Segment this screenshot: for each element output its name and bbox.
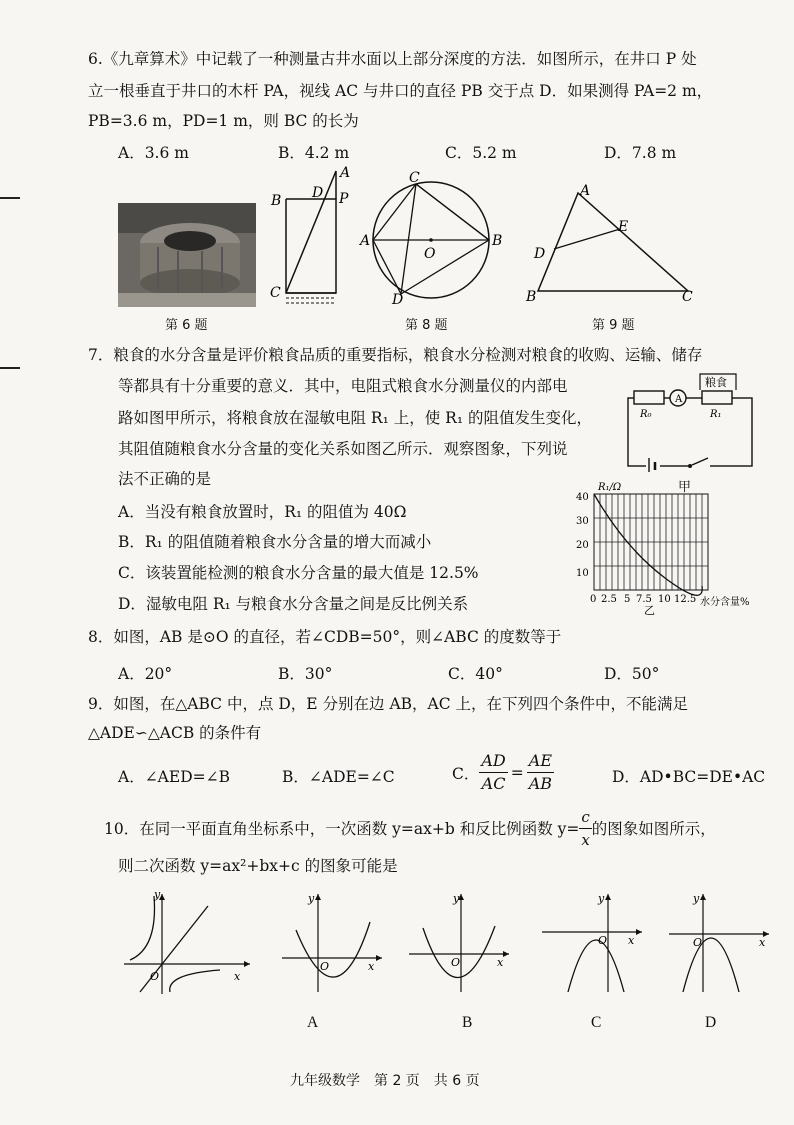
graph-xtick-7-5: 7.5: [636, 594, 652, 605]
q10-given-y: y: [154, 888, 161, 901]
q10-fraction: [579, 806, 591, 851]
resistance-graph: [570, 478, 770, 618]
q9-option-c-den-1: AC: [481, 774, 506, 793]
q9-option-d: D．AD•BC=DE•AC: [612, 768, 766, 786]
graph-xtick-10: 10: [658, 594, 671, 605]
q10-given-origin: O: [150, 970, 160, 983]
q10-b-origin: O: [451, 956, 461, 969]
q7-line-4: 其阻值随粮食水分含量的变化关系如图乙所示．观察图象，下列说: [118, 440, 568, 458]
q7-option-a: A．当没有粮食放置时，R₁ 的阻值为 40Ω: [118, 503, 407, 521]
graph-xtick-2-5: 2.5: [601, 594, 617, 605]
q9-line-1: 9．如图，在△ABC 中，点 D，E 分别在边 AB，AC 上，在下列四个条件中，不能满足: [88, 695, 689, 713]
q6-line-3: PB=3.6 m，PD=1 m，则 BC 的长为: [88, 112, 359, 130]
fig6-diagram: [268, 163, 358, 313]
q10-line-2: 则二次函数 y=ax²+bx+c 的图象可能是: [118, 857, 398, 875]
q10-given-x: x: [234, 970, 241, 983]
fig8-diagram: [356, 168, 506, 308]
q10-a-origin: O: [320, 960, 330, 973]
q8-option-c: C．40°: [448, 665, 503, 683]
q10-d-y: y: [693, 892, 700, 905]
q10-a-x: x: [368, 960, 375, 973]
graph-ytick-10: 10: [576, 568, 589, 579]
page-footer: 九年级数学 第 2 页 共 6 页: [290, 1073, 480, 1089]
fig6-label-d: D: [312, 185, 324, 201]
fig9-label-c: C: [682, 289, 693, 305]
q10-option-d-graph: [665, 888, 775, 998]
q10-line-1: [104, 806, 716, 851]
margin-mark-1: [0, 197, 20, 199]
q6-option-d: D．7.8 m: [604, 144, 677, 162]
fig6-label-a: A: [340, 165, 351, 181]
q6-option-a: A．3.6 m: [118, 144, 189, 162]
q8-text: 8．如图，AB 是⊙O 的直径，若∠CDB=50°，则∠ABC 的度数等于: [88, 628, 562, 646]
q9-option-a: A．∠AED=∠B: [118, 768, 230, 786]
q10-line-1-part-a: 10．在同一平面直角坐标系中，一次函数 y=ax+b 和反比例函数 y=: [104, 819, 580, 838]
q8-option-d: D．50°: [604, 665, 660, 683]
q9-option-c-den-2: AB: [528, 774, 553, 793]
q9-line-2: △ADE∽△ACB 的条件有: [88, 724, 262, 742]
q10-fraction-den: x: [581, 831, 590, 849]
circuit-name: 甲: [678, 480, 692, 495]
graph-xtick-5: 5: [624, 594, 631, 605]
q10-option-d-label: D: [705, 1014, 717, 1031]
fig6-caption: 第 6 题: [165, 318, 208, 333]
q6-line-2: 立一根垂直于井口的木杆 PA，视线 AC 与井口的直径 PB 交于点 D．如果测得 PA=2 m，: [88, 82, 713, 100]
graph-ytick-20: 20: [576, 540, 589, 551]
q7-line-3: 路如图甲所示，将粮食放在湿敏电阻 R₁ 上，使 R₁ 的阻值发生变化，: [118, 409, 592, 427]
q7-option-d: D．湿敏电阻 R₁ 与粮食水分含量之间是反比例关系: [118, 595, 469, 613]
fig8-label-o: O: [424, 246, 436, 262]
fig8-label-a: A: [360, 233, 371, 249]
fig8-caption: 第 8 题: [405, 318, 448, 333]
graph-ytick-30: 30: [576, 516, 589, 527]
q9-option-c-num-1: AD: [479, 750, 507, 773]
q9-option-c-fraction-1: [479, 750, 507, 795]
q10-option-c-label: C: [591, 1014, 602, 1031]
fig6-label-p: P: [339, 191, 349, 207]
fig9-diagram: [520, 183, 700, 308]
q7-option-b: B．R₁ 的阻值随着粮食水分含量的增大而减小: [118, 533, 432, 551]
q10-c-x: x: [628, 934, 635, 947]
fig9-label-b: B: [526, 289, 537, 305]
q10-b-x: x: [497, 956, 504, 969]
fig8-label-b: B: [492, 233, 503, 249]
graph-xtick-0: 0: [590, 594, 597, 605]
q10-option-a-label: A: [307, 1014, 319, 1031]
q7-line-1: 7．粮食的水分含量是评价粮食品质的重要指标，粮食水分检测对粮食的收购、运输、储存: [88, 346, 703, 364]
q10-option-b-label: B: [462, 1014, 473, 1031]
q10-option-c-graph: [538, 888, 648, 998]
q6-option-c: C．5.2 m: [445, 144, 517, 162]
graph-ytick-40: 40: [576, 492, 589, 503]
grain-label: 粮食: [705, 376, 727, 389]
q6-line-1: 6.《九章算术》中记载了一种测量古井水面以上部分深度的方法．如图所示，在井口 P 处: [88, 50, 697, 68]
graph-xtick-12-5: 12.5: [674, 594, 697, 605]
fig9-caption: 第 9 题: [592, 318, 635, 333]
q10-c-origin: O: [598, 934, 608, 947]
q6-option-b: B．4.2 m: [278, 144, 350, 162]
well-photo: [118, 203, 256, 307]
graph-name: 乙: [644, 604, 655, 617]
q10-d-origin: O: [693, 936, 703, 949]
fig8-label-c: C: [409, 170, 420, 186]
q9-option-c-fraction-2: [527, 750, 554, 795]
q10-b-y: y: [453, 892, 460, 905]
q7-option-c: C．该装置能检测的粮食水分含量的最大值是 12.5%: [118, 564, 479, 582]
fig9-label-d: D: [534, 246, 546, 262]
q10-given-graph: [120, 888, 255, 998]
q8-option-a: A．20°: [118, 665, 173, 683]
q10-option-a-graph: [278, 888, 388, 998]
fig6-label-b: B: [271, 193, 282, 209]
q7-line-5: 法不正确的是: [118, 470, 212, 488]
q10-c-y: y: [598, 892, 605, 905]
q10-option-b-graph: [405, 888, 515, 998]
q8-option-b: B．30°: [278, 665, 333, 683]
q10-a-y: y: [308, 892, 315, 905]
graph-ylabel: R₁/Ω: [598, 482, 622, 493]
circuit-diagram: [620, 372, 760, 472]
fig9-label-a: A: [580, 183, 591, 199]
r0-label: R₀: [640, 409, 652, 420]
q10-fraction-num: c: [579, 806, 591, 829]
q9-option-c: [452, 750, 554, 795]
q7-line-2: 等都具有十分重要的意义．其中，电阻式粮食水分测量仪的内部电: [118, 377, 568, 395]
q9-option-c-num-2: AE: [527, 750, 554, 773]
q9-option-c-prefix: C．: [452, 764, 480, 783]
fig6-label-c: C: [270, 285, 281, 301]
q10-d-x: x: [759, 936, 766, 949]
fig9-label-e: E: [618, 219, 629, 235]
graph-xlabel: 水分含量%: [700, 597, 750, 608]
ammeter-label: A: [675, 394, 683, 405]
r1-label: R₁: [710, 409, 722, 420]
fig8-label-d: D: [392, 292, 404, 308]
q10-line-1-part-b: 的图象如图所示，: [591, 819, 716, 838]
margin-mark-2: [0, 367, 20, 369]
q9-option-c-equals: =: [510, 763, 524, 782]
q9-option-b: B．∠ADE=∠C: [282, 768, 395, 786]
